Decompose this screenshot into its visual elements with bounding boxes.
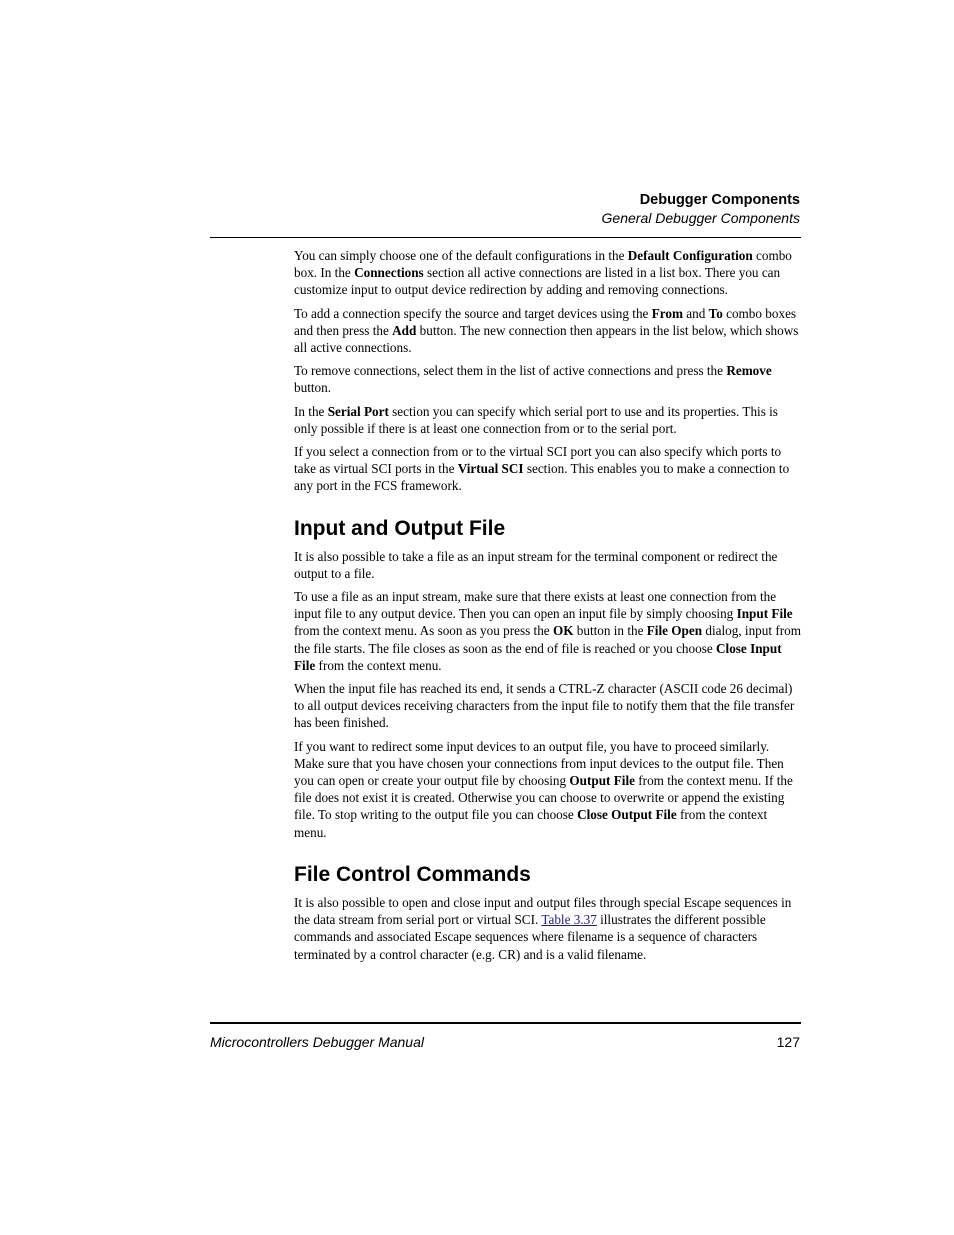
text: You can simply choose one of the default configurations in the	[294, 248, 628, 263]
text: from the context menu.	[294, 807, 768, 840]
text: button in the	[573, 623, 647, 639]
text: section you can specify which serial port to use and its properties. This is only possible if there is at least one connection from or to the serial port.	[294, 403, 778, 436]
text: illustrates the different possible commands and associated Escape sequences where filename is a sequence of characters terminated by a control character (e.g. CR) and is a valid filename.	[294, 912, 766, 962]
text: from the context menu.	[315, 657, 442, 673]
bold-term: Virtual SCI	[457, 461, 524, 477]
section-heading-file-control-commands: File Control Commands	[294, 862, 531, 886]
text: It is also possible to open and close input and output files through special Escape sequences in the data stream from serial port or virtual SCI.	[294, 894, 792, 928]
bold-term: Add	[392, 322, 417, 338]
bold-term: Connections	[354, 265, 424, 281]
text: combo box. In the	[294, 248, 792, 281]
text: If you select a connection from or to the virtual SCI port you can also specify which ports to take as virtual SCI ports in the	[294, 444, 782, 477]
text: section all active connections are listed in a list box. There you can customize input to output device redirection by adding and removing connections.	[294, 265, 781, 298]
bold-term: File Open	[646, 623, 703, 639]
text: If you want to redirect some input devices to an output file, you have to proceed similarly. Make sure that you have chosen your connections from input devices to the output file. Then you can open or create your output file by choosing	[294, 738, 784, 789]
text: dialog, input from the file starts. The file closes as soon as the end of file is reached or you choose	[294, 623, 801, 656]
manual-title: Microcontrollers Debugger Manual	[210, 1034, 424, 1050]
text: button. The new connection then appears in the list below, which shows all active connections.	[294, 322, 799, 356]
text: from the context menu. If the file does not exist it is created. Otherwise you can choose to overwrite or append the existing file. To stop writing to the output file you can choose	[294, 773, 793, 823]
bold-term: Input File	[736, 606, 793, 622]
paragraph	[294, 680, 801, 732]
running-footer	[210, 1033, 800, 1051]
text: It is also possible to take a file as an input stream for the terminal component or redirect the output to a file.	[294, 548, 778, 581]
text: In the	[294, 403, 328, 419]
paragraph	[294, 894, 801, 963]
paragraph	[294, 403, 801, 437]
page-number: 127	[776, 1034, 800, 1050]
text: To use a file as an input stream, make sure that there exists at least one connection from the input file to any output device. Then you can open an input file by simply choosing	[294, 589, 777, 622]
paragraph	[294, 247, 801, 299]
bold-term: Close Input File	[294, 640, 782, 673]
paragraph	[294, 548, 801, 582]
text: To add a connection specify the source and target devices using the	[294, 305, 652, 321]
text: and	[682, 305, 709, 321]
bold-term: Default Configuration	[627, 248, 753, 263]
running-header	[210, 191, 800, 228]
header-rule	[210, 237, 801, 238]
table-reference-link[interactable]: Table 3.37	[541, 912, 597, 928]
text: When the input file has reached its end, it sends a CTRL-Z character (ASCII code 26 decimal) to all output devices receiving characters from the input file to notify them that the file transfer has been finished.	[294, 681, 795, 731]
paragraph	[294, 588, 801, 674]
paragraph	[294, 738, 801, 841]
bold-term: Close Output File	[577, 807, 677, 823]
paragraph	[294, 443, 801, 495]
page-body	[294, 247, 801, 969]
bold-term: Remove	[726, 363, 772, 379]
bold-term: From	[651, 305, 683, 321]
text: button.	[294, 380, 331, 396]
paragraph	[294, 305, 801, 357]
text: from the context menu. As soon as you press the	[294, 623, 553, 639]
paragraph	[294, 362, 801, 396]
bold-term: OK	[552, 623, 574, 639]
bold-term: To	[708, 305, 723, 321]
section-heading-input-output-file: Input and Output File	[294, 516, 506, 540]
text: To remove connections, select them in the list of active connections and press the	[294, 363, 727, 379]
bold-term: Serial Port	[327, 403, 389, 419]
text: section. This enables you to make a connection to any port in the FCS framework.	[294, 461, 790, 494]
text: combo boxes and then press the	[294, 305, 797, 338]
footer-rule	[210, 1022, 801, 1024]
chapter-title: Debugger Components	[639, 192, 800, 208]
bold-term: Output File	[569, 773, 635, 789]
section-title: General Debugger Components	[601, 210, 800, 226]
